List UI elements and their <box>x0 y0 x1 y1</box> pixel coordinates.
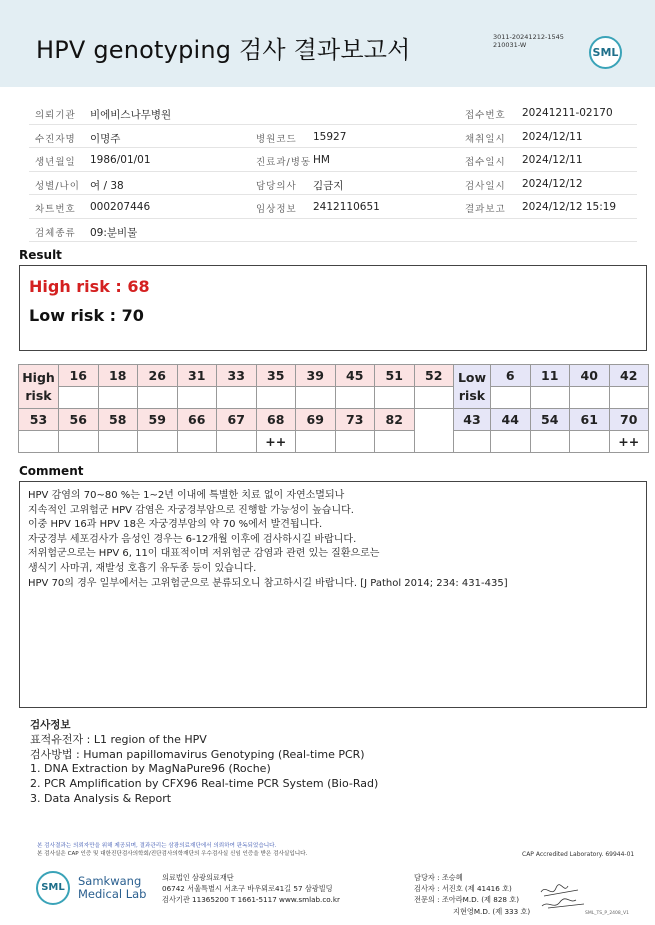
low-risk-label <box>454 365 491 409</box>
high-risk-type: 66 <box>177 409 217 431</box>
report-header <box>0 0 655 87</box>
low-risk-type: 42 <box>609 365 649 387</box>
comment-line: 저위험군으로는 HPV 6, 11이 대표적이며 저위험군 감염과 관련 있는 질환으로는 <box>28 548 380 560</box>
high-risk-result-cell <box>414 387 454 409</box>
info-label: 검사일시 <box>465 180 506 192</box>
high-risk-type: 56 <box>59 409 99 431</box>
info-label: 결과보고 <box>465 204 506 215</box>
info-label: 생년월일 <box>35 157 76 168</box>
document-id-line: 3011-20241212-1545 <box>493 33 564 41</box>
low-risk-result-cell <box>491 387 531 409</box>
info-label: 성별/나이 <box>35 180 80 192</box>
staff-line: 전문의 : 조아라M.D. (제 828 호) <box>414 895 520 905</box>
info-label: 임상정보 <box>256 204 297 215</box>
exam-info <box>30 718 378 807</box>
info-label: 차트번호 <box>35 204 76 215</box>
staff-list <box>414 872 530 917</box>
genotype-row <box>19 409 649 431</box>
info-label: 접수번호 <box>465 110 506 121</box>
high-risk-result-cell <box>59 431 99 453</box>
comment-line: HPV 70의 경우 일부에서는 고위험군으로 분류되오니 참고하시길 바랍니다. [J Pathol 2014; 234: 431-435] <box>28 577 508 589</box>
high-risk-result-cell <box>375 431 415 453</box>
info-value: 비에비스나무병원 <box>90 109 172 121</box>
high-risk-result-cell <box>177 387 217 409</box>
info-value: 2412110651 <box>313 201 380 213</box>
high-risk-type: 67 <box>217 409 257 431</box>
info-label: 채취일시 <box>465 133 506 145</box>
high-risk-result-cell <box>138 387 178 409</box>
label-line: risk <box>25 387 52 403</box>
high-risk-result-cell <box>59 387 99 409</box>
lab-address <box>162 872 340 905</box>
patient-info-table <box>29 101 637 242</box>
high-risk-type: 69 <box>296 409 336 431</box>
logo-text: SML <box>592 46 619 59</box>
exam-info-line: 검사방법 : Human papillomavirus Genotyping (Real-time PCR) <box>30 747 365 761</box>
high-risk-result-cell <box>177 431 217 453</box>
document-id <box>493 33 564 49</box>
high-risk-type: 68 <box>256 409 296 431</box>
low-risk-result: Low risk : 70 <box>29 306 144 325</box>
high-risk-type: 58 <box>98 409 138 431</box>
staff-line: 지현영M.D. (제 333 호) <box>453 906 531 916</box>
footer-notes <box>37 842 307 858</box>
low-risk-result-cell <box>609 387 649 409</box>
exam-info-line: 표적유전자 : L1 region of the HPV <box>30 732 207 746</box>
low-risk-result-cell <box>491 431 531 453</box>
low-risk-result-cell <box>570 431 610 453</box>
high-risk-type: 51 <box>375 365 415 387</box>
genotype-result-row <box>19 387 649 409</box>
low-risk-result-cell <box>530 431 570 453</box>
comment-box <box>19 481 647 708</box>
info-row <box>29 195 637 219</box>
high-risk-type: 35 <box>256 365 296 387</box>
high-risk-type: 82 <box>375 409 415 431</box>
sml-footer-logo-icon <box>36 871 70 905</box>
info-value: 김금지 <box>313 179 344 192</box>
comment-heading: Comment <box>19 464 84 478</box>
exam-info-line: 3. Data Analysis & Report <box>30 791 172 805</box>
address-line: 의료법인 삼광의료재단 <box>162 873 234 882</box>
result-box <box>19 265 647 351</box>
high-risk-result-cell <box>19 431 59 453</box>
info-value: 2024/12/12 <box>522 177 583 190</box>
staff-line: 검사자 : 서진호 (제 41416 호) <box>414 884 512 894</box>
lab-name-line: Medical Lab <box>78 887 147 901</box>
info-row <box>29 101 637 125</box>
high-risk-result-cell <box>296 387 336 409</box>
info-value: 09:분비물 <box>90 226 138 239</box>
low-risk-type: 70 <box>609 409 649 431</box>
high-risk-type: 31 <box>177 365 217 387</box>
info-label: 수진자명 <box>35 133 76 145</box>
genotype-table <box>18 364 649 453</box>
info-label: 의뢰기관 <box>35 110 76 121</box>
comment-line: 지속적인 고위험군 HPV 감염은 자궁경부암으로 진행할 가능성이 높습니다. <box>28 504 354 516</box>
high-risk-label <box>19 365 59 409</box>
info-value: HM <box>313 154 330 166</box>
low-risk-result-cell <box>530 387 570 409</box>
sml-logo-icon <box>589 36 622 69</box>
low-risk-type: 40 <box>570 365 610 387</box>
exam-info-heading: 검사정보 <box>30 719 71 731</box>
high-risk-result-cell <box>217 431 257 453</box>
high-risk-result-cell <box>98 431 138 453</box>
high-risk-type: 33 <box>217 365 257 387</box>
info-value: 여 / 38 <box>90 179 124 192</box>
high-risk-type: 39 <box>296 365 336 387</box>
label-line: High <box>22 369 55 385</box>
low-risk-type: 6 <box>491 365 531 387</box>
document-id-line: 210031-W <box>493 41 527 49</box>
high-risk-result-cell <box>335 387 375 409</box>
info-value: 이명주 <box>90 132 121 145</box>
high-risk-type: 53 <box>19 409 59 431</box>
info-value: 2024/12/11 <box>522 130 583 143</box>
high-risk-type: 18 <box>98 365 138 387</box>
high-risk-result-cell <box>98 387 138 409</box>
high-risk-type: 59 <box>138 409 178 431</box>
low-risk-type: 44 <box>491 409 531 431</box>
genotype-row <box>19 365 649 387</box>
low-risk-type: 54 <box>530 409 570 431</box>
high-risk-result-cell <box>335 431 375 453</box>
logo-text: SML <box>41 882 65 893</box>
info-value: 20241211-02170 <box>522 107 613 119</box>
info-value: 15927 <box>313 130 347 143</box>
low-risk-type: 61 <box>570 409 610 431</box>
high-risk-result-cell <box>296 431 336 453</box>
exam-info-line: 1. DNA Extraction by MagNaPure96 (Roche) <box>30 762 271 776</box>
high-risk-type: 73 <box>335 409 375 431</box>
low-risk-result-cell <box>570 387 610 409</box>
high-risk-type: 52 <box>414 365 454 387</box>
report-title: HPV genotyping 검사 결과보고서 <box>36 36 411 64</box>
info-label: 접수일시 <box>465 157 506 168</box>
low-risk-result-cell: ++ <box>609 431 649 453</box>
high-risk-result-cell <box>375 387 415 409</box>
signature-icon <box>538 880 588 910</box>
info-row <box>29 148 637 172</box>
info-row <box>29 172 637 196</box>
comment-line: 이중 HPV 16과 HPV 18은 자궁경부암의 약 70 %에서 발견됩니다. <box>28 519 323 531</box>
high-risk-result: High risk : 68 <box>29 277 150 296</box>
low-risk-type: 11 <box>530 365 570 387</box>
footer-note: 본 검사실은 CAP 인증 및 대한진단검사의학회/진단검사의학재단의 우수검사실 신임 인증을 받은 검사실입니다. <box>37 851 308 857</box>
label-line: Low <box>457 369 487 385</box>
info-value: 2024/12/12 15:19 <box>522 201 617 213</box>
info-value: 000207446 <box>90 201 151 213</box>
lab-name <box>78 875 146 901</box>
result-heading: Result <box>19 248 62 262</box>
info-row <box>29 125 637 149</box>
form-code: SML_TS_P_2408_V1 <box>585 911 629 916</box>
high-risk-result-cell <box>256 387 296 409</box>
lab-name-line: Samkwang <box>78 874 142 888</box>
footer-note: 본 검사결과는 의뢰자만을 위해 제공되며, 결과관리는 삼광의료재단에서 의뢰하여 판독되었습니다. <box>37 843 277 849</box>
comment-line: 생식기 사마귀, 재발성 호흡기 유두종 등이 있습니다. <box>28 562 257 574</box>
label-line: risk <box>458 387 486 403</box>
info-label: 병원코드 <box>256 133 297 145</box>
low-risk-result-cell <box>454 431 491 453</box>
high-risk-type: 45 <box>335 365 375 387</box>
cap-accreditation: CAP Accredited Laboratory. 69944-01 <box>522 851 635 858</box>
genotype-result-row <box>19 431 649 453</box>
exam-info-line: 2. PCR Amplification by CFX96 Real-time PCR System (Bio-Rad) <box>30 777 379 791</box>
comment-line: HPV 감염의 70~80 %는 1~2년 이내에 특별한 치료 없이 자연소멸되나 <box>28 490 345 501</box>
info-value: 1986/01/01 <box>90 154 151 166</box>
address-line: 검사기관 11365200 T 1661-5117 www.smlab.co.kr <box>162 895 340 904</box>
low-risk-type: 43 <box>454 409 491 431</box>
high-risk-type: 26 <box>138 365 178 387</box>
address-line: 06742 서울특별시 서초구 바우뫼로41길 57 삼광빌딩 <box>162 884 333 893</box>
info-row <box>29 219 637 243</box>
high-risk-result-cell <box>217 387 257 409</box>
info-value: 2024/12/11 <box>522 154 583 166</box>
staff-line: 담당자 : 조승혜 <box>414 873 463 882</box>
high-risk-result-cell: ++ <box>256 431 296 453</box>
comment-line: 자궁경부 세포검사가 음성인 경우는 6-12개월 이후에 검사하시길 바랍니다. <box>28 533 357 545</box>
info-label: 검체종류 <box>35 227 76 239</box>
spacer-cell <box>414 409 454 453</box>
high-risk-result-cell <box>138 431 178 453</box>
info-label: 진료과/병동 <box>256 157 312 168</box>
info-label: 담당의사 <box>256 180 297 192</box>
high-risk-type: 16 <box>59 365 99 387</box>
